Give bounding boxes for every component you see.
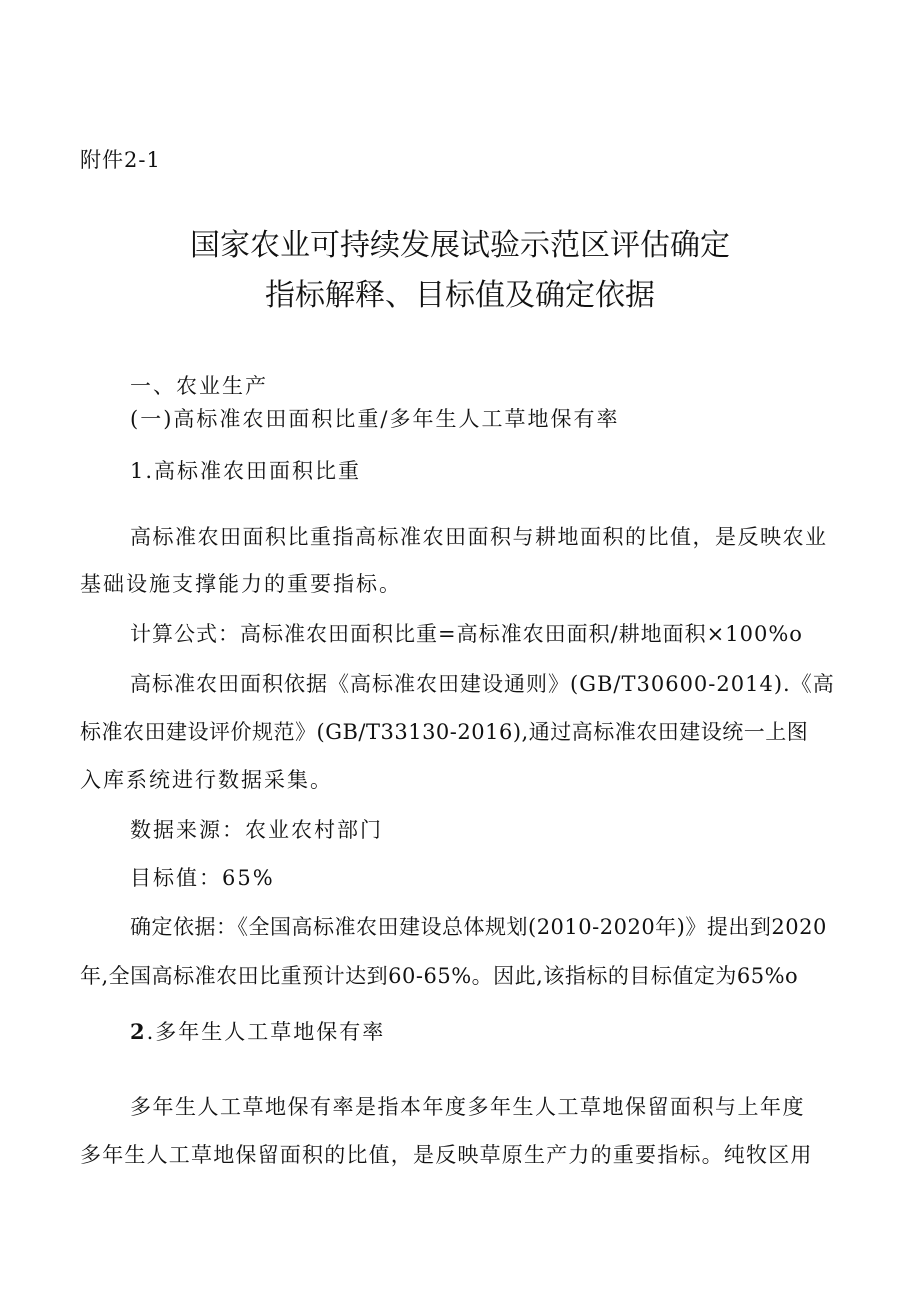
section-heading: 一、农业生产 bbox=[130, 374, 268, 398]
item1-rationale-line-1: 确定依据：《全国高标准农田建设总体规划(2010-2020年)》提出到2020 bbox=[130, 915, 827, 939]
item1-definition-line-2: 基础设施支撑能力的重要指标。 bbox=[80, 572, 402, 596]
attachment-label: 附件2-1 bbox=[80, 148, 161, 172]
item1-formula: 计算公式：高标准农田面积比重=高标准农田面积/耕地面积×100%o bbox=[130, 622, 803, 646]
item1-basis-line-1: 高标准农田面积依据《高标准农田建设通则》(GB/T30600-2014).《高 bbox=[130, 672, 835, 696]
subsection-heading: (一)高标准农田面积比重/多年生人工草地保有率 bbox=[130, 407, 620, 431]
item2-definition-line-2: 多年生人工草地保留面积的比值，是反映草原生产力的重要指标。纯牧区用 bbox=[80, 1143, 813, 1167]
item1-basis-line-3: 入库系统进行数据采集。 bbox=[80, 768, 333, 792]
item2-definition-line-1: 多年生人工草地保有率是指本年度多年生人工草地保留面积与上年度 bbox=[130, 1095, 805, 1119]
item1-heading: 1.高标准农田面积比重 bbox=[130, 459, 362, 483]
item2-number: 2 bbox=[130, 1019, 147, 1044]
item1-data-source: 数据来源：农业农村部门 bbox=[130, 818, 383, 842]
item1-target-value: 目标值：65% bbox=[130, 866, 275, 890]
document-title-line-2: 指标解释、目标值及确定依据 bbox=[265, 278, 655, 313]
item1-basis-line-2: 标准农田建设评价规范》(GB/T33130-2016),通过高标准农田建设统一上图 bbox=[80, 720, 809, 744]
item2-heading bbox=[130, 1018, 385, 1046]
item1-definition-line-1: 高标准农田面积比重指高标准农田面积与耕地面积的比值，是反映农业 bbox=[130, 525, 828, 549]
item2-heading-text: .多年生人工草地保有率 bbox=[146, 1020, 386, 1044]
document-title-line-1: 国家农业可持续发展试验示范区评估确定 bbox=[190, 228, 730, 263]
item1-rationale-line-2: 年,全国高标准农田比重预计达到60-65%。因此,该指标的目标值定为65%o bbox=[80, 964, 799, 988]
